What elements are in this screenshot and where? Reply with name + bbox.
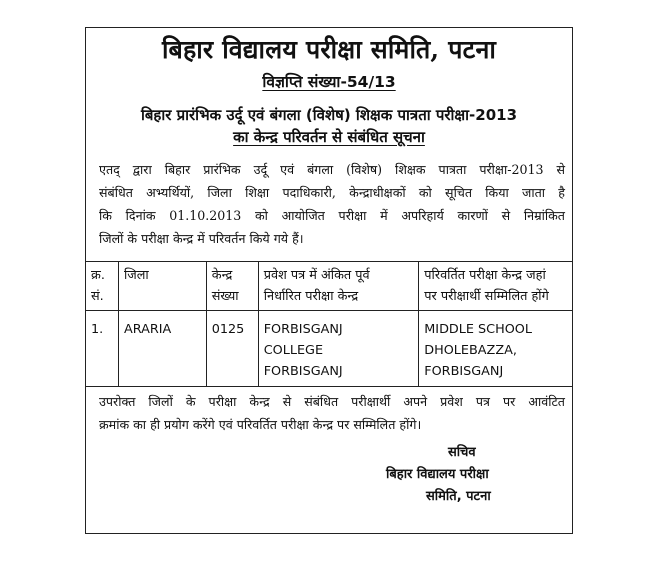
header-serial: क्र. सं. — [86, 262, 119, 311]
signature-org-line-2: समिति, पटना — [426, 489, 491, 504]
intro-line: एतद् द्वारा बिहार प्रारंभिक उर्दू एवं बंगला (विशेष) शिक्षक पात्रता परीक्षा-2013 से — [99, 162, 565, 177]
table-row — [86, 311, 573, 387]
notice-document — [85, 27, 573, 534]
intro-line: कि दिनांक 01.10.2013 को आयोजित परीक्षा में अपरिहार्य कारणों से निम्रांकित — [99, 208, 565, 223]
header-old-center: प्रवेश पत्र में अंकित पूर्व निर्धारित परीक्षा केन्द्र — [258, 262, 419, 311]
intro-paragraph — [99, 158, 565, 250]
subject-line-2: का केन्द्र परिवर्तन से संबंधित सूचना — [233, 128, 425, 146]
closing-paragraph — [99, 390, 565, 436]
signature-designation: सचिव — [448, 445, 476, 460]
subject-line-1: बिहार प्रारंभिक उर्दू एवं बंगला (विशेष) शिक्षक पात्रता परीक्षा-2013 — [140, 106, 518, 124]
notice-number: विज्ञप्ति संख्या-54/13 — [262, 73, 396, 91]
cell-serial: 1. — [86, 311, 119, 387]
document-title: बिहार विद्यालय परीक्षा समिति, पटना — [162, 35, 496, 64]
intro-line: जिलों के परीक्षा केन्द्र में परिवर्तन किये गये हैं। — [99, 231, 304, 246]
signature-block — [386, 442, 566, 508]
header-district: जिला — [118, 262, 206, 311]
table-header-row — [86, 262, 573, 311]
center-change-table — [85, 261, 573, 387]
cell-district: ARARIA — [118, 311, 206, 387]
header-new-center: परिवर्तित परीक्षा केन्द्र जहां पर परीक्षार्थी सम्मिलित होंगे — [419, 262, 573, 311]
cell-new-center: MIDDLE SCHOOL DHOLEBAZZA, FORBISGANJ — [419, 311, 573, 387]
cell-old-center: FORBISGANJ COLLEGE FORBISGANJ — [258, 311, 419, 387]
cell-center-no: 0125 — [206, 311, 258, 387]
header-center-no: केन्द्र संख्या — [206, 262, 258, 311]
closing-line: क्रमांक का ही प्रयोग करेंगे एवं परिवर्तित परीक्षा केन्द्र पर सम्मिलित होंगे। — [99, 417, 422, 432]
intro-line: संबंधित अभ्यर्थियों, जिला शिक्षा पदाधिकारी, केन्द्राधीक्षकों को सूचित किया जाता है — [99, 185, 565, 200]
closing-line: उपरोक्त जिलों के परीक्षा केन्द्र से संबंधित परीक्षार्थी अपने प्रवेश पत्र पर आवंटित — [99, 394, 565, 409]
signature-org-line-1: बिहार विद्यालय परीक्षा — [386, 467, 489, 482]
